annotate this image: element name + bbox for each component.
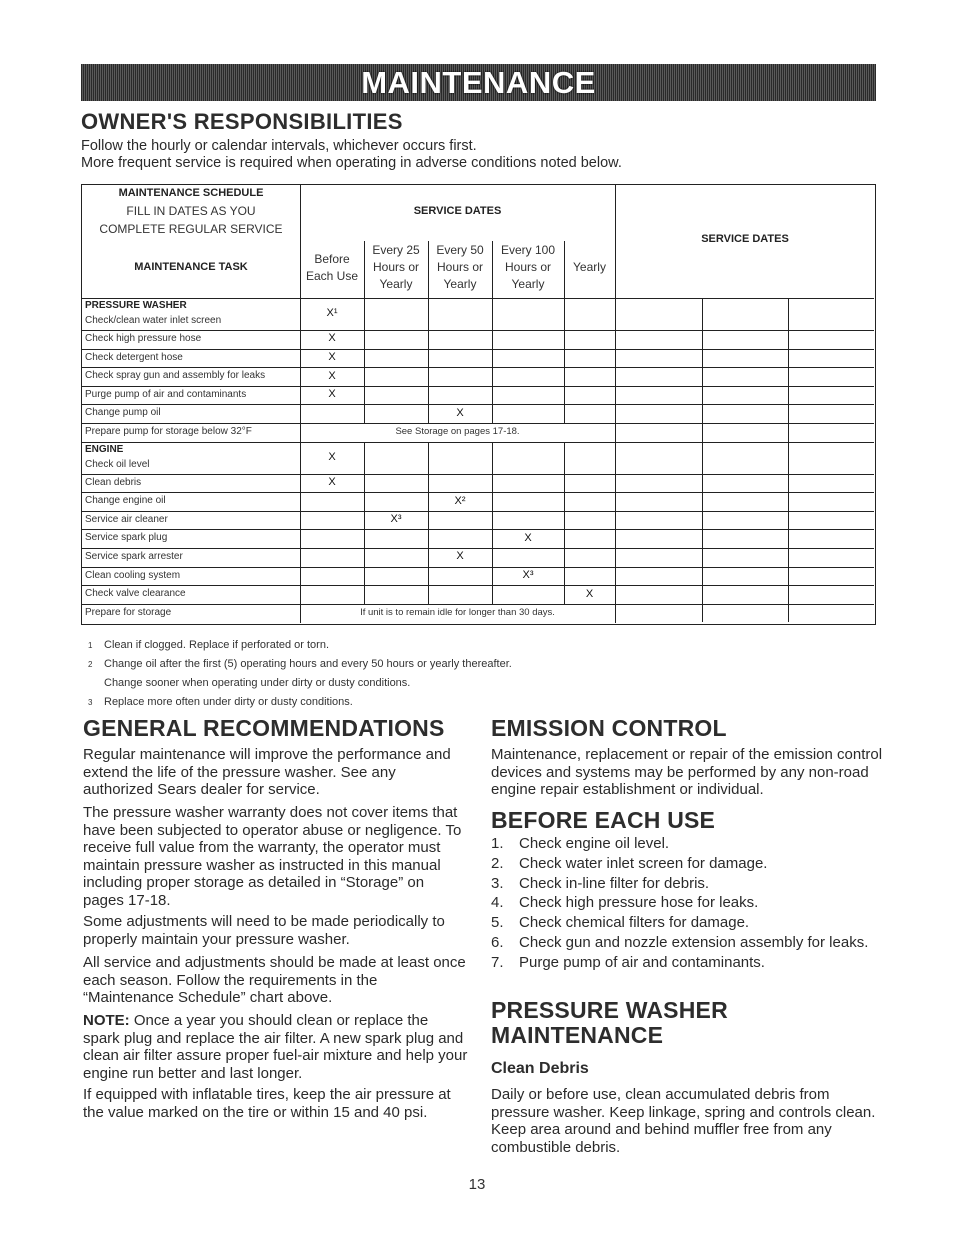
row-divider <box>82 404 874 405</box>
cell-divider <box>492 567 493 586</box>
task-label: Clean cooling system <box>85 569 181 581</box>
task-label: Prepare pump for storage below 32°F <box>85 426 252 437</box>
item-text: Check engine oil level. <box>519 835 670 852</box>
row-divider <box>82 349 874 350</box>
col-50-line-2: Hours or <box>436 260 483 274</box>
date-col-divider <box>788 474 789 493</box>
cell-divider <box>492 330 493 349</box>
cell-divider <box>492 529 493 548</box>
before-use-item <box>491 875 883 893</box>
date-col-divider <box>788 511 789 530</box>
cell-divider <box>428 585 429 604</box>
col-100-line-1: Every 100 <box>500 243 556 257</box>
cell-divider <box>428 367 429 386</box>
col-every-100 <box>492 242 564 293</box>
maintenance-schedule-table <box>81 184 876 625</box>
cell-divider <box>428 404 429 423</box>
date-col-divider <box>702 298 703 330</box>
col-50-line-3: Yearly <box>443 277 477 291</box>
item-number: 1. <box>491 835 504 852</box>
pw-heading-line-1: PRESSURE WASHER <box>491 997 728 1023</box>
cell-divider <box>364 442 365 474</box>
cell-divider <box>564 548 565 567</box>
note-label: NOTE: <box>83 1012 130 1029</box>
cell-divider <box>364 585 365 604</box>
emission-p1: Maintenance, replacement or repair of the emission control devices and systems may be performed by any non-road engine repair establishment or individual. <box>491 746 883 798</box>
date-col-divider <box>702 529 703 548</box>
date-col-divider <box>702 404 703 423</box>
cell-divider <box>492 298 493 330</box>
schedule-mark: X <box>585 587 594 600</box>
date-col-divider <box>788 423 789 442</box>
banner-title: MAINTENANCE <box>361 64 596 100</box>
cell-divider <box>564 474 565 493</box>
col-every-25 <box>364 242 428 293</box>
date-col-divider <box>788 330 789 349</box>
schedule-mark: X <box>328 350 336 363</box>
footnote-3-text: Replace more often under dirty or dusty conditions. <box>104 696 353 708</box>
date-col-divider <box>788 492 789 511</box>
cell-divider <box>428 330 429 349</box>
footnote-1-marker: 1 <box>88 641 93 650</box>
task-label: Check oil level <box>85 458 150 470</box>
item-number: 3. <box>491 874 504 892</box>
col-50-line-1: Every 50 <box>436 243 484 257</box>
task-label: Change engine oil <box>85 495 166 507</box>
item-text: Check chemical filters for damage. <box>519 914 750 932</box>
before-use-item <box>491 914 883 932</box>
schedule-mark: X <box>328 450 336 463</box>
footnote-2-text: Change oil after the first (5) operating hours and every 50 hours or yearly thereafter. <box>104 658 512 670</box>
cell-divider <box>364 404 365 423</box>
date-col-divider <box>702 442 703 474</box>
cell-divider <box>428 492 429 511</box>
general-p1: Regular maintenance will improve the performance and extend the life of the pressure washer. See any authorized Sears dealer for service. <box>83 746 451 798</box>
cell-divider <box>492 349 493 368</box>
cell-divider <box>428 474 429 493</box>
schedule-title: MAINTENANCE SCHEDULE <box>118 187 264 199</box>
schedule-mark: X <box>328 475 336 488</box>
item-number: 2. <box>491 854 504 872</box>
schedule-mark: X³ <box>390 513 402 526</box>
cell-divider <box>428 548 429 567</box>
footnote-1-text: Clean if clogged. Replace if perforated or torn. <box>104 639 330 651</box>
date-col-divider <box>788 298 789 330</box>
date-col-divider <box>788 604 789 623</box>
date-col-divider <box>788 567 789 586</box>
group-label: ENGINE <box>85 443 124 455</box>
date-col-divider <box>702 367 703 386</box>
task-label: Service spark arrester <box>85 551 183 562</box>
task-label: Check spray gun and assembly for leaks <box>85 370 266 382</box>
col-100-line-3: Yearly <box>511 277 545 291</box>
col-100-line-2: Hours or <box>504 260 551 274</box>
cell-divider <box>564 404 565 423</box>
task-label: Check valve clearance <box>85 588 186 600</box>
span-note: If unit is to remain idle for longer than 30 days. <box>360 606 555 618</box>
cell-divider <box>564 529 565 548</box>
schedule-mark: X <box>456 406 464 419</box>
row-divider <box>82 567 874 568</box>
schedule-mark: X² <box>454 494 466 507</box>
clean-debris-p1: Daily or before use, clean accumulated debris from pressure washer. Keep linkage, spring and controls clean. Keep area around and behind muffler free from any combustible debris. <box>491 1086 876 1156</box>
row-divider <box>82 330 874 331</box>
col-yearly: Yearly <box>573 260 606 274</box>
cell-divider <box>492 511 493 530</box>
cell-divider <box>564 349 565 368</box>
general-p5 <box>83 1012 468 1082</box>
general-p5-text: Once a year you should clean or replace the spark plug and replace the air filter. A new spark plug and clean air filter assure proper fuel-air mixture and help your engine run better and last longer. <box>83 1012 468 1082</box>
date-col-divider <box>702 604 703 623</box>
date-col-divider <box>788 548 789 567</box>
task-label: Check/clean water inlet screen <box>85 315 222 326</box>
task-label: Service air cleaner <box>85 513 168 525</box>
header-col-divider <box>492 241 493 298</box>
cell-divider <box>492 404 493 423</box>
emission-control-heading: EMISSION CONTROL <box>491 715 727 741</box>
schedule-mark: X <box>524 531 532 544</box>
footnote-3 <box>88 693 353 712</box>
date-col-divider <box>702 548 703 567</box>
group-label: PRESSURE WASHER <box>85 300 187 311</box>
owner-heading: OWNER'S RESPONSIBILITIES <box>81 109 403 134</box>
schedule-mark: X <box>328 388 336 401</box>
date-col-divider <box>702 386 703 405</box>
cell-divider <box>364 367 365 386</box>
before-use-item <box>491 855 883 873</box>
task-label: Check detergent hose <box>85 351 183 363</box>
item-number: 7. <box>491 953 504 971</box>
schedule-mark: X <box>328 369 336 382</box>
item-number: 6. <box>491 933 504 951</box>
cell-divider <box>564 442 565 474</box>
header-divider <box>82 298 874 299</box>
general-p4: All service and adjustments should be made at least once each season. Follow the requirements in the “Maintenance Schedule” chart above. <box>83 954 466 1006</box>
cell-divider <box>564 567 565 586</box>
date-col-divider <box>702 567 703 586</box>
section-banner <box>81 64 876 101</box>
item-text: Purge pump of air and contaminants. <box>519 953 765 971</box>
before-use-item <box>491 934 883 952</box>
pressure-washer-maintenance-heading <box>491 998 728 1048</box>
row-divider <box>82 604 874 605</box>
cell-divider <box>492 548 493 567</box>
owner-intro <box>81 138 622 172</box>
cell-divider <box>364 386 365 405</box>
before-use-item <box>491 894 883 912</box>
service-dates-right-header: SERVICE DATES <box>701 233 789 245</box>
cell-divider <box>564 367 565 386</box>
cell-divider <box>364 529 365 548</box>
date-col-divider <box>788 404 789 423</box>
date-col-divider <box>702 474 703 493</box>
task-label: Service spark plug <box>85 532 168 544</box>
span-note: See Storage on pages 17-18. <box>395 426 520 437</box>
date-col-divider <box>702 349 703 368</box>
task-label: Check high pressure hose <box>85 333 202 344</box>
row-divider <box>82 585 874 586</box>
cell-divider <box>364 474 365 493</box>
item-text: Check in-line filter for debris. <box>519 874 710 892</box>
col-before-line-1: Before <box>314 252 350 266</box>
cell-divider <box>564 511 565 530</box>
cell-divider <box>564 330 565 349</box>
before-use-item <box>491 954 883 972</box>
date-col-divider <box>788 585 789 604</box>
footnote-3-marker: 3 <box>88 698 93 707</box>
before-use-item <box>491 835 883 853</box>
header-col-divider <box>364 241 365 298</box>
date-col-divider <box>702 423 703 442</box>
footnote-1 <box>88 636 330 655</box>
general-p3: Some adjustments will need to be made periodically to properly maintain your pressure washer. <box>83 913 445 948</box>
date-col-divider <box>788 349 789 368</box>
item-number: 4. <box>491 894 504 912</box>
date-col-divider <box>702 511 703 530</box>
intro-line-2: More frequent service is required when operating in adverse conditions noted below. <box>81 155 622 171</box>
cell-divider <box>492 474 493 493</box>
cell-divider <box>364 567 365 586</box>
cell-divider <box>428 442 429 474</box>
schedule-mark: X¹ <box>326 307 338 319</box>
cell-divider <box>364 349 365 368</box>
general-p6: If equipped with inflatable tires, keep the air pressure at the value marked on the tire or within 15 and 40 psi. <box>83 1086 451 1121</box>
cell-divider <box>428 529 429 548</box>
cell-divider <box>492 367 493 386</box>
cell-divider <box>492 442 493 474</box>
row-divider <box>82 367 874 368</box>
date-col-divider <box>788 386 789 405</box>
col-25-line-3: Yearly <box>379 277 413 291</box>
schedule-mark: X <box>328 332 336 345</box>
row-divider <box>82 511 874 512</box>
row-divider <box>82 548 874 549</box>
col-25-line-1: Every 25 <box>372 243 420 257</box>
schedule-fill-2: COMPLETE REGULAR SERVICE <box>99 222 283 236</box>
service-dates-header: SERVICE DATES <box>413 205 502 217</box>
cell-divider <box>428 511 429 530</box>
before-each-use-heading: BEFORE EACH USE <box>491 807 716 833</box>
cell-divider <box>428 298 429 330</box>
cell-divider <box>492 585 493 604</box>
date-col-divider <box>788 529 789 548</box>
cell-divider <box>492 386 493 405</box>
task-label: Prepare for storage <box>85 606 172 618</box>
cell-divider <box>364 492 365 511</box>
schedule-fill-1: FILL IN DATES AS YOU <box>126 204 256 218</box>
cell-divider <box>564 386 565 405</box>
date-col-divider <box>702 585 703 604</box>
date-col-divider <box>702 492 703 511</box>
item-number: 5. <box>491 914 504 932</box>
maintenance-task-header: MAINTENANCE TASK <box>134 261 248 273</box>
cell-divider <box>564 585 565 604</box>
date-col-divider <box>788 367 789 386</box>
row-divider <box>82 474 874 475</box>
col-before-each-use <box>300 251 364 285</box>
cell-divider <box>364 511 365 530</box>
item-text: Check high pressure hose for leaks. <box>519 894 759 912</box>
row-divider <box>82 442 874 443</box>
col-before-line-2: Each Use <box>305 269 359 283</box>
cell-divider <box>492 492 493 511</box>
footnote-2-marker: 2 <box>88 660 93 669</box>
cell-divider <box>428 567 429 586</box>
date-col-divider <box>702 330 703 349</box>
clean-debris-subheading: Clean Debris <box>491 1060 589 1077</box>
cell-divider <box>428 386 429 405</box>
general-recommendations-heading: GENERAL RECOMMENDATIONS <box>83 715 445 741</box>
cell-divider <box>564 298 565 330</box>
cell-divider <box>364 298 365 330</box>
row-divider <box>82 492 874 493</box>
cell-divider <box>364 330 365 349</box>
row-divider <box>82 529 874 530</box>
cell-divider <box>564 492 565 511</box>
schedule-mark: X <box>456 550 464 563</box>
header-col-divider <box>564 241 565 298</box>
col-25-line-2: Hours or <box>372 260 419 274</box>
col-every-50 <box>428 242 492 293</box>
item-text: Check gun and nozzle extension assembly for leaks. <box>519 933 869 951</box>
before-each-use-list <box>491 835 883 974</box>
pw-heading-line-2: MAINTENANCE <box>491 1022 664 1048</box>
row-divider <box>82 386 874 387</box>
task-label: Change pump oil <box>85 407 161 419</box>
cell-divider <box>364 548 365 567</box>
task-label: Purge pump of air and contaminants <box>85 388 247 400</box>
page-number: 13 <box>468 1176 486 1193</box>
item-text: Check water inlet screen for damage. <box>519 854 768 872</box>
intro-line-1: Follow the hourly or calendar intervals, whichever occurs first. <box>81 138 477 154</box>
header-col-divider <box>428 241 429 298</box>
date-col-divider <box>788 442 789 474</box>
cell-divider <box>428 349 429 368</box>
task-label: Clean debris <box>85 476 142 488</box>
general-p2: The pressure washer warranty does not cover items that have been subjected to operator abuse or negligence. To receive full value from the warranty, the operator must maintain pressure washer as instructed in this manual including proper storage as detailed in “Storage” on pages 17-18. <box>83 804 462 909</box>
row-divider <box>82 423 874 424</box>
footnote-2b: Change sooner when operating under dirty or dusty conditions. <box>104 677 411 689</box>
footnote-2 <box>88 655 512 674</box>
schedule-mark: X³ <box>522 568 534 581</box>
